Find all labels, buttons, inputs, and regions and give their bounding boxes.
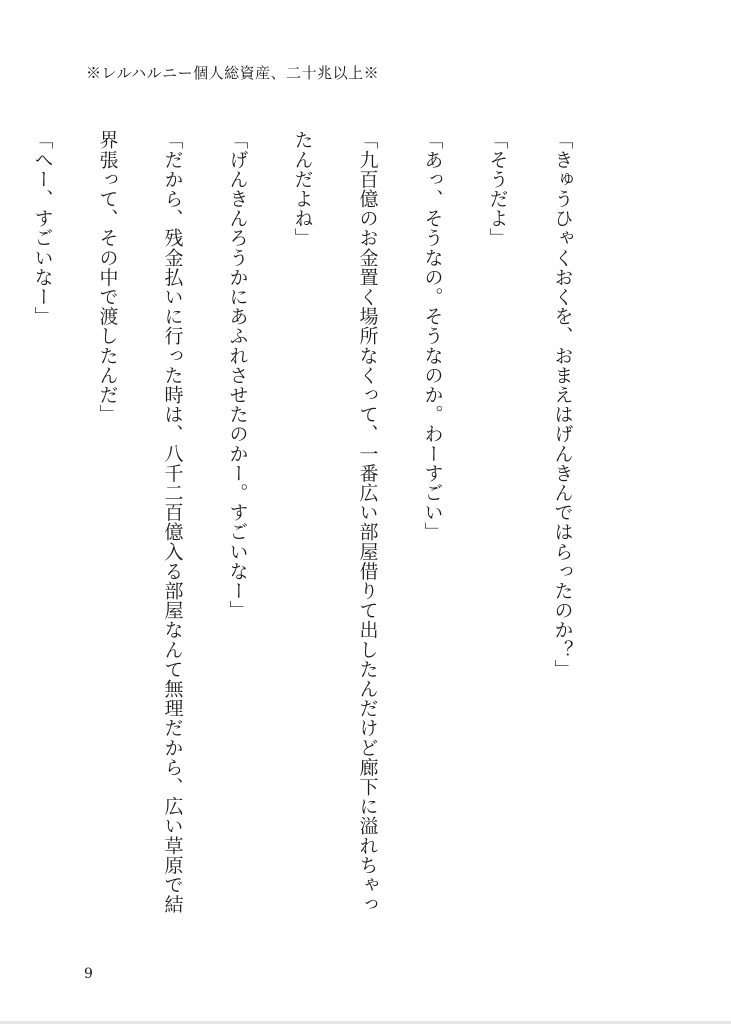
header-note: ※レルハルニー個人総資産、二十兆以上※ bbox=[86, 64, 380, 82]
page-number: 9 bbox=[84, 966, 93, 982]
text-line: 「げんきんろうかにあふれさせたのかー。すごいなー」 bbox=[226, 130, 249, 620]
text-line: 「あっ、そうなの。そうなのか。わーすごい」 bbox=[421, 130, 444, 542]
text-line: 「九百億のお金置く場所なくって、一番広い部屋借りて出したんだけど廊下に溢れちゃっ bbox=[356, 130, 379, 914]
text-line: 界張って、その中で渡したんだ」 bbox=[96, 130, 119, 424]
text-line: 「そうだよ」 bbox=[486, 130, 509, 248]
text-line: 「きゅうひゃくおくを、おまえはげんきんではらったのか？」 bbox=[551, 130, 574, 679]
text-line: 「へー、すごいなー」 bbox=[31, 130, 54, 326]
body-text bbox=[31, 130, 611, 950]
text-line: 「だから、残金払いに行った時は、八千二百億入る部屋なんて無理だから、広い草原で結 bbox=[161, 130, 184, 914]
text-line: たんだよね」 bbox=[291, 130, 314, 248]
